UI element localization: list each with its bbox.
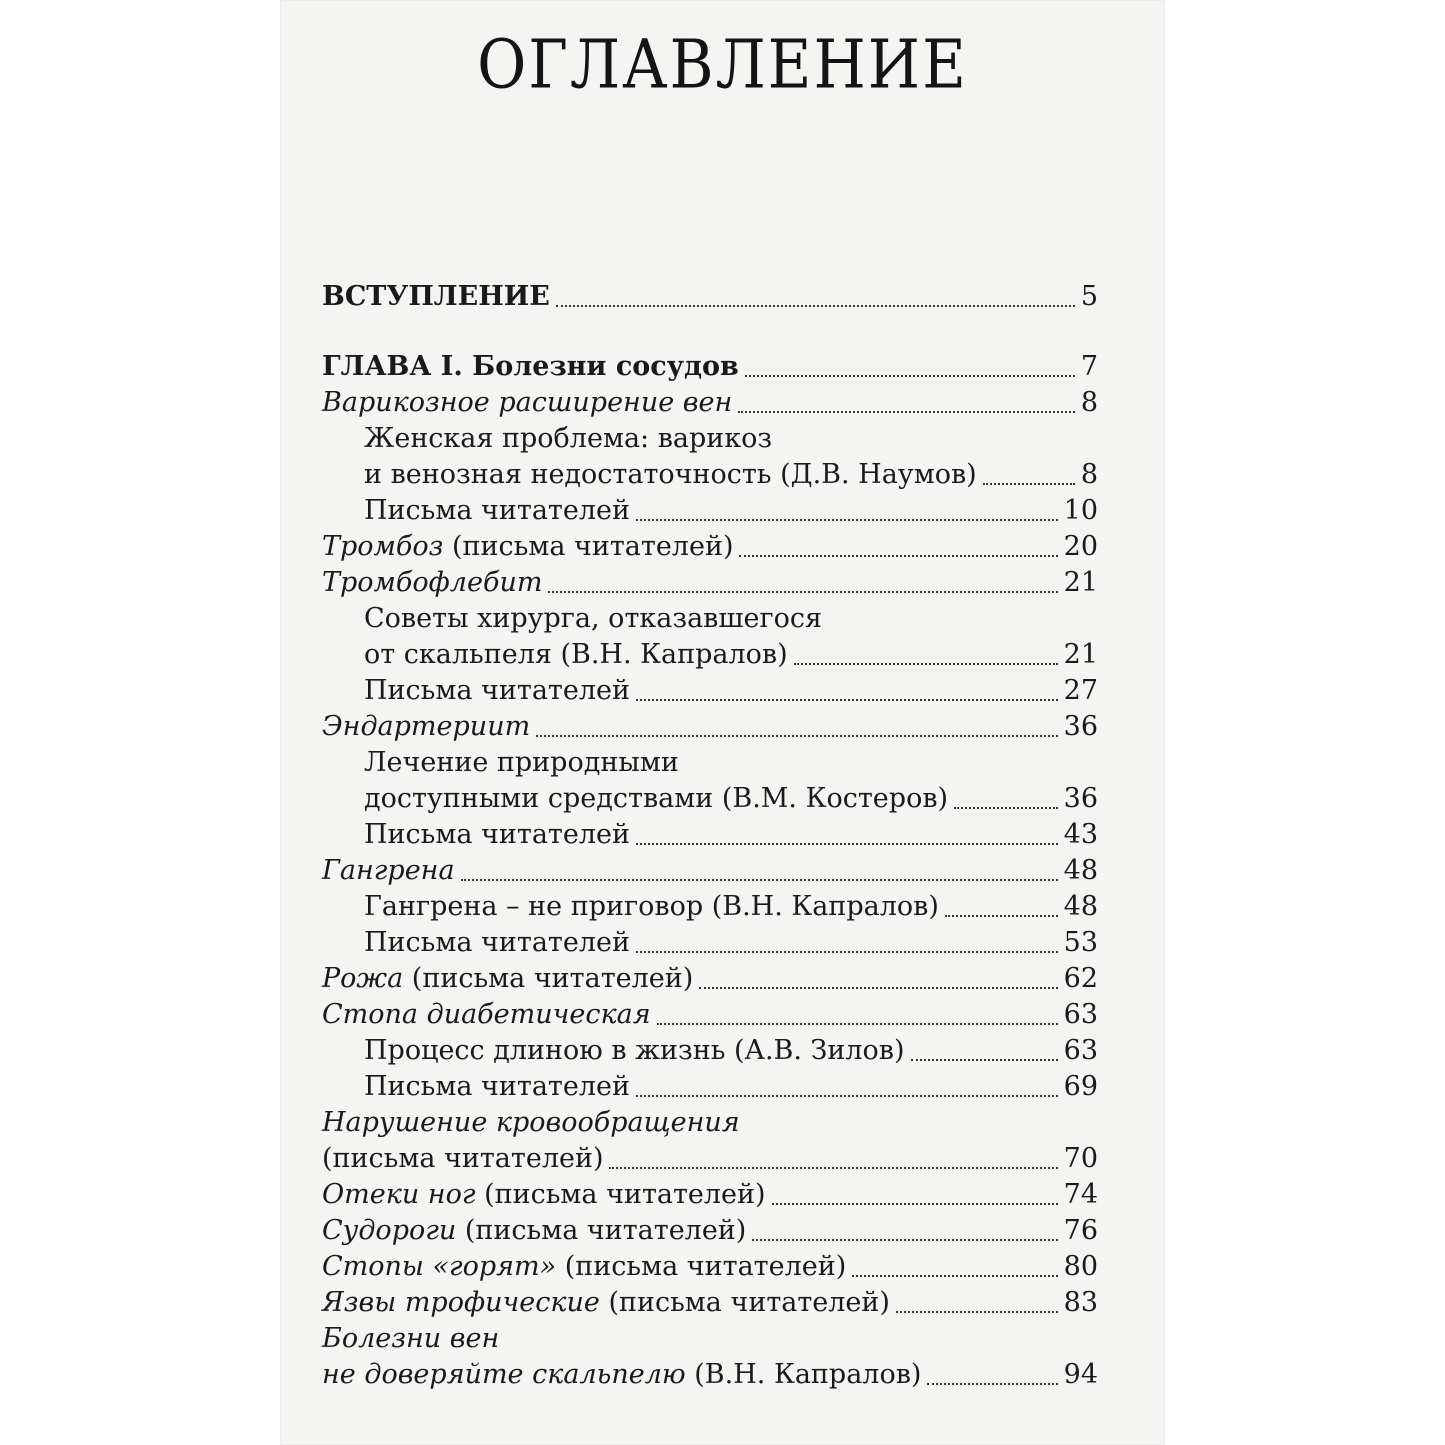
dot-leader	[983, 483, 1075, 485]
toc-entry	[322, 636, 1098, 672]
page-number: 80	[1063, 1251, 1098, 1282]
page-number: 76	[1063, 1215, 1098, 1246]
page-number: 63	[1063, 1035, 1098, 1066]
page-number: 21	[1063, 639, 1098, 670]
page-number: 62	[1063, 963, 1098, 994]
toc-entry-title	[322, 998, 651, 1032]
toc-entry-italic-title: Язвы трофические	[322, 1287, 600, 1318]
toc-entry-plain-title: доступными средствами (В.М. Костеров)	[364, 783, 949, 814]
toc-entry-title	[322, 782, 948, 816]
toc-entry	[322, 1068, 1098, 1104]
toc-entry-title	[322, 1034, 905, 1068]
dot-leader	[548, 591, 1057, 593]
toc-entry-title	[322, 280, 550, 314]
toc-entry	[322, 1140, 1098, 1176]
dot-leader	[536, 735, 1057, 737]
toc-entry-title	[322, 1106, 740, 1140]
toc-entry-plain-title: Письма читателей	[364, 1071, 630, 1102]
dot-leader	[636, 951, 1058, 953]
toc-entry-plain-title: (В.Н. Капралов)	[685, 1359, 922, 1390]
toc-entry	[322, 278, 1098, 314]
toc-entry	[322, 384, 1098, 420]
dot-leader	[852, 1275, 1057, 1277]
page-number: 10	[1063, 495, 1098, 526]
toc-entry-title	[322, 1142, 603, 1176]
dot-leader	[739, 555, 1057, 557]
toc-entry-title	[322, 530, 733, 564]
toc-entry	[322, 996, 1098, 1032]
toc-entry-title	[322, 890, 939, 924]
toc-entry-title	[322, 1250, 846, 1284]
toc-entry-title	[322, 674, 630, 708]
toc-entry-title	[322, 926, 630, 960]
toc-entry-title	[322, 1070, 630, 1104]
toc-entry	[322, 924, 1098, 960]
page-number: 27	[1063, 675, 1098, 706]
toc-entry-title	[322, 962, 693, 996]
toc-entry-plain-title: Письма читателей	[364, 927, 630, 958]
toc-entry	[322, 420, 1098, 456]
dot-leader	[794, 663, 1058, 665]
toc-entry	[322, 1320, 1098, 1356]
toc-entry-italic-title: Болезни вен	[322, 1323, 500, 1354]
toc-entry-title	[322, 602, 822, 636]
toc-entry-title	[322, 350, 739, 384]
toc-entry	[322, 852, 1098, 888]
page-number: 36	[1063, 711, 1098, 742]
page-number: 94	[1063, 1359, 1098, 1390]
toc-entry-plain-title: Лечение природными	[364, 747, 679, 778]
page-number: 63	[1063, 999, 1098, 1030]
toc-entry-plain-title: (письма читателей)	[322, 1143, 604, 1174]
dot-leader	[636, 519, 1058, 521]
page-number: 53	[1063, 927, 1098, 958]
dot-leader	[954, 807, 1058, 809]
toc-entry-plain-title: (письма читателей)	[475, 1179, 766, 1210]
toc-entry	[322, 492, 1098, 528]
page-number: 48	[1063, 855, 1098, 886]
page-number: 83	[1063, 1287, 1098, 1318]
toc-entry-title	[322, 1322, 499, 1356]
toc-entry-italic-title: Эндартериит	[322, 711, 531, 742]
toc-entry	[322, 1032, 1098, 1068]
toc-entry-plain-title: Письма читателей	[364, 819, 630, 850]
toc-entry	[322, 708, 1098, 744]
toc-entry-italic-title: Отеки ног	[322, 1179, 476, 1210]
toc-entry-plain-title: (письма читателей)	[456, 1215, 747, 1246]
toc-entry	[322, 348, 1098, 384]
book-page	[280, 0, 1165, 1445]
page-number: 7	[1080, 351, 1098, 382]
dot-leader	[896, 1311, 1058, 1313]
toc-entry	[322, 564, 1098, 600]
dot-leader	[609, 1167, 1057, 1169]
page-number: 74	[1063, 1179, 1098, 1210]
toc-entry-italic-title: Судороги	[322, 1215, 457, 1246]
toc-entry-plain-title: (письма читателей)	[443, 531, 734, 562]
page-number: 36	[1063, 783, 1098, 814]
toc-entry-plain-title: Процесс длиною в жизнь (А.В. Зилов)	[364, 1035, 905, 1066]
toc-entry-title	[322, 746, 679, 780]
toc-entry-title	[322, 1178, 766, 1212]
toc-entry	[322, 672, 1098, 708]
toc-entry	[322, 1248, 1098, 1284]
dot-leader	[738, 411, 1075, 413]
toc-entry-title	[322, 1358, 921, 1392]
page-number: 5	[1080, 281, 1098, 312]
dot-leader	[745, 375, 1075, 377]
toc-entry	[322, 456, 1098, 492]
toc-entry-title	[322, 422, 772, 456]
toc-entry-title	[322, 1286, 890, 1320]
toc-entry-plain-title: и венозная недостаточность (Д.В. Наумов)	[364, 459, 977, 490]
toc-entry-italic-title: Тромбофлебит	[322, 567, 543, 598]
toc-entry-italic-title: Рожа	[322, 963, 404, 994]
page-number: 8	[1080, 387, 1098, 418]
toc-entry-title	[322, 386, 732, 420]
toc-entry	[322, 1176, 1098, 1212]
toc-entry-italic-title: не доверяйте скальпелю	[322, 1359, 686, 1390]
dot-leader	[911, 1059, 1058, 1061]
page-number: 43	[1063, 819, 1098, 850]
toc-entry	[322, 780, 1098, 816]
page-number: 8	[1080, 459, 1098, 490]
toc-entry	[322, 1104, 1098, 1140]
page-number: 69	[1063, 1071, 1098, 1102]
toc-entry	[322, 960, 1098, 996]
toc-entry-plain-title: Письма читателей	[364, 675, 630, 706]
toc-entry	[322, 888, 1098, 924]
dot-leader	[461, 879, 1058, 881]
toc-entry	[322, 816, 1098, 852]
toc-entry	[322, 1284, 1098, 1320]
dot-leader	[636, 699, 1058, 701]
toc-entry-title	[322, 710, 530, 744]
toc-entry-plain-title: (письма читателей)	[556, 1251, 847, 1282]
toc-entry-title	[322, 458, 977, 492]
toc-entry	[322, 528, 1098, 564]
dot-leader	[636, 843, 1058, 845]
toc-entry-title	[322, 566, 542, 600]
toc-entry-title	[322, 818, 630, 852]
dot-leader	[636, 1095, 1058, 1097]
toc-entry-italic-title: Нарушение кровообращения	[322, 1107, 740, 1138]
dot-leader	[945, 915, 1058, 917]
toc-entry	[322, 1212, 1098, 1248]
toc-entry-italic-title: Стопа диабетическая	[322, 999, 651, 1030]
toc-entry-plain-title: ВСТУПЛЕНИЕ	[322, 281, 550, 312]
page-number: 48	[1063, 891, 1098, 922]
toc-entry	[322, 1356, 1098, 1392]
toc-entry-title	[322, 494, 630, 528]
dot-leader	[556, 305, 1075, 307]
toc-entry	[322, 600, 1098, 636]
toc-entry-plain-title: от скальпеля (В.Н. Капралов)	[364, 639, 788, 670]
toc-entry-plain-title: (письма читателей)	[403, 963, 694, 994]
toc-entry-plain-title: Советы хирурга, отказавшегося	[364, 603, 823, 634]
page-number: 20	[1063, 531, 1098, 562]
page-title: ОГЛАВЛЕНИЕ	[477, 25, 968, 105]
toc-entry-italic-title: Стопы «горят»	[322, 1251, 557, 1282]
toc-entry-title	[322, 1214, 746, 1248]
toc-entry	[322, 744, 1098, 780]
toc-entry-title	[322, 854, 455, 888]
dot-leader	[657, 1023, 1058, 1025]
toc-entry-italic-title: Гангрена	[322, 855, 455, 886]
page-number: 70	[1063, 1143, 1098, 1174]
toc-entry-plain-title: Гангрена – не приговор (В.Н. Капралов)	[364, 891, 939, 922]
toc-entry-plain-title: (письма читателей)	[599, 1287, 890, 1318]
dot-leader	[752, 1239, 1057, 1241]
toc-entry-italic-title: Варикозное расширение вен	[322, 387, 733, 418]
toc-entry-plain-title: ГЛАВА I. Болезни сосудов	[322, 351, 739, 382]
dot-leader	[927, 1383, 1057, 1385]
toc-entry-italic-title: Тромбоз	[322, 531, 444, 562]
toc-entry-plain-title: Письма читателей	[364, 495, 630, 526]
dot-leader	[699, 987, 1057, 989]
toc-entry-plain-title: Женская проблема: варикоз	[364, 423, 773, 454]
dot-leader	[772, 1203, 1058, 1205]
toc-entry-title	[322, 638, 788, 672]
page-number: 21	[1063, 567, 1098, 598]
